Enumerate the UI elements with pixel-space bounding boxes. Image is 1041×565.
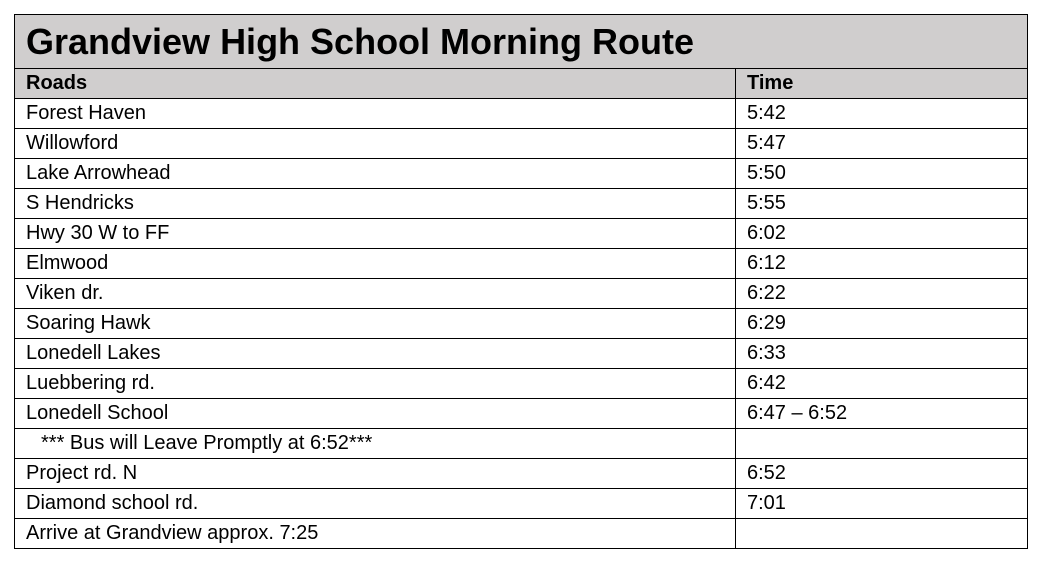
table-row <box>15 309 1028 339</box>
time-cell: 7:01 <box>736 489 1028 519</box>
table-row <box>15 219 1028 249</box>
road-cell: Lake Arrowhead <box>15 159 736 189</box>
table-row <box>15 399 1028 429</box>
time-cell: 5:50 <box>736 159 1028 189</box>
route-table <box>14 14 1028 549</box>
table-row <box>15 489 1028 519</box>
table-row <box>15 339 1028 369</box>
table-row <box>15 279 1028 309</box>
time-cell: 5:47 <box>736 129 1028 159</box>
time-cell: 5:55 <box>736 189 1028 219</box>
road-cell: Project rd. N <box>15 459 736 489</box>
time-cell: 6:52 <box>736 459 1028 489</box>
time-cell: 5:42 <box>736 99 1028 129</box>
time-cell: 6:47 – 6:52 <box>736 399 1028 429</box>
time-cell: 6:22 <box>736 279 1028 309</box>
road-cell: Soaring Hawk <box>15 309 736 339</box>
time-cell: 6:33 <box>736 339 1028 369</box>
time-cell: 6:29 <box>736 309 1028 339</box>
table-row <box>15 369 1028 399</box>
header-roads: Roads <box>15 69 736 99</box>
road-cell: Willowford <box>15 129 736 159</box>
road-cell: Viken dr. <box>15 279 736 309</box>
table-row <box>15 249 1028 279</box>
time-cell: 6:12 <box>736 249 1028 279</box>
road-cell: S Hendricks <box>15 189 736 219</box>
road-cell: Hwy 30 W to FF <box>15 219 736 249</box>
road-cell: Elmwood <box>15 249 736 279</box>
table-row <box>15 159 1028 189</box>
header-row <box>15 69 1028 99</box>
time-cell: 6:42 <box>736 369 1028 399</box>
title-row <box>15 15 1028 69</box>
table-row <box>15 459 1028 489</box>
table-row <box>15 189 1028 219</box>
road-cell: Diamond school rd. <box>15 489 736 519</box>
time-cell <box>736 429 1028 459</box>
header-time: Time <box>736 69 1028 99</box>
table-row-note <box>15 429 1028 459</box>
table-row <box>15 129 1028 159</box>
departure-note: *** Bus will Leave Promptly at 6:52*** <box>15 429 736 459</box>
page-title: Grandview High School Morning Route <box>15 15 1028 69</box>
road-cell: Forest Haven <box>15 99 736 129</box>
road-cell: Luebbering rd. <box>15 369 736 399</box>
table-row <box>15 99 1028 129</box>
time-cell <box>736 519 1028 549</box>
road-cell: Lonedell Lakes <box>15 339 736 369</box>
road-cell: Lonedell School <box>15 399 736 429</box>
time-cell: 6:02 <box>736 219 1028 249</box>
table-row <box>15 519 1028 549</box>
arrival-cell: Arrive at Grandview approx. 7:25 <box>15 519 736 549</box>
